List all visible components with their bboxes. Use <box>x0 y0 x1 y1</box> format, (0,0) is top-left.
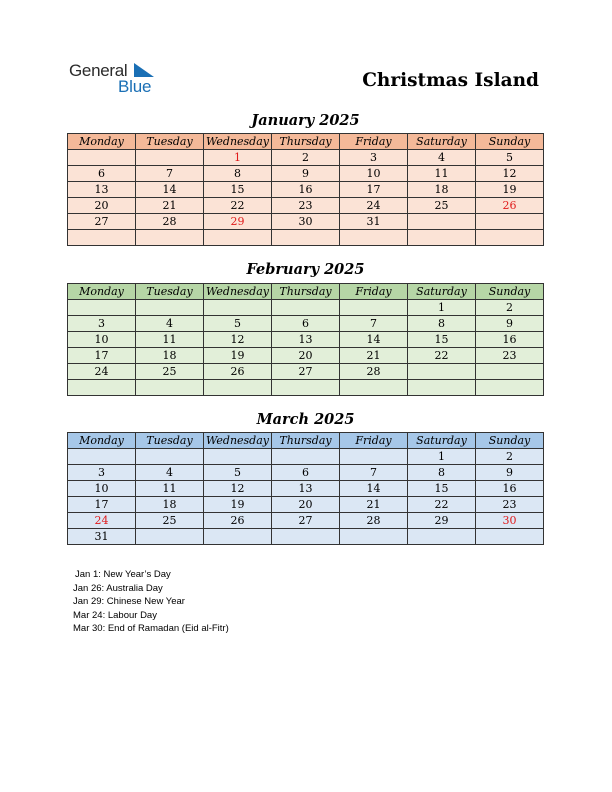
empty-day-cell <box>204 449 272 465</box>
day-cell: 25 <box>408 198 476 214</box>
empty-day-cell <box>68 150 136 166</box>
day-cell: 19 <box>476 182 544 198</box>
day-cell: 18 <box>136 348 204 364</box>
weekday-header: Monday <box>68 284 136 300</box>
day-cell: 2 <box>476 300 544 316</box>
day-cell: 9 <box>476 465 544 481</box>
holiday-note: Jan 29: Chinese New Year <box>73 596 185 607</box>
day-cell: 2 <box>272 150 340 166</box>
calendar-week-row <box>68 364 544 380</box>
day-cell: 8 <box>408 316 476 332</box>
calendar-january <box>67 133 544 246</box>
day-cell: 20 <box>272 348 340 364</box>
day-cell: 7 <box>340 465 408 481</box>
empty-day-cell <box>68 300 136 316</box>
day-cell: 19 <box>204 348 272 364</box>
weekday-header-row <box>68 284 544 300</box>
calendar-week-row <box>68 300 544 316</box>
weekday-header: Thursday <box>272 134 340 150</box>
day-cell: 26 <box>476 198 544 214</box>
day-cell: 21 <box>340 348 408 364</box>
weekday-header: Thursday <box>272 433 340 449</box>
empty-day-cell <box>408 230 476 246</box>
empty-day-cell <box>204 300 272 316</box>
month-title-march: March 2025 <box>256 411 355 428</box>
calendar-week-row <box>68 497 544 513</box>
empty-day-cell <box>340 449 408 465</box>
day-cell: 23 <box>272 198 340 214</box>
weekday-header: Sunday <box>476 134 544 150</box>
weekday-header: Tuesday <box>136 433 204 449</box>
weekday-header: Monday <box>68 433 136 449</box>
day-cell: 5 <box>204 465 272 481</box>
empty-day-cell <box>136 300 204 316</box>
day-cell: 2 <box>476 449 544 465</box>
calendar-week-row <box>68 449 544 465</box>
day-cell: 17 <box>68 348 136 364</box>
day-cell: 5 <box>476 150 544 166</box>
month-title-february: February 2025 <box>246 261 365 278</box>
day-cell: 26 <box>204 513 272 529</box>
day-cell: 13 <box>68 182 136 198</box>
day-cell: 10 <box>340 166 408 182</box>
day-cell: 1 <box>408 449 476 465</box>
calendar-week-row <box>68 348 544 364</box>
day-cell: 7 <box>340 316 408 332</box>
day-cell: 20 <box>272 497 340 513</box>
holiday-notes <box>73 568 229 636</box>
day-cell: 27 <box>272 364 340 380</box>
day-cell: 26 <box>204 364 272 380</box>
empty-day-cell <box>408 380 476 396</box>
empty-day-cell <box>204 529 272 545</box>
day-cell: 6 <box>68 166 136 182</box>
logo-text-blue: Blue <box>118 77 152 96</box>
empty-day-cell <box>68 230 136 246</box>
day-cell: 29 <box>408 513 476 529</box>
day-cell: 5 <box>204 316 272 332</box>
day-cell: 1 <box>408 300 476 316</box>
empty-day-cell <box>408 529 476 545</box>
calendar-week-row <box>68 198 544 214</box>
day-cell: 22 <box>204 198 272 214</box>
empty-day-cell <box>136 449 204 465</box>
calendar-march <box>67 432 544 545</box>
month-title-january: January 2025 <box>251 112 360 129</box>
day-cell: 10 <box>68 481 136 497</box>
calendar-week-row <box>68 150 544 166</box>
calendar-week-row <box>68 529 544 545</box>
country-title: Christmas Island <box>362 70 539 91</box>
day-cell: 27 <box>272 513 340 529</box>
day-cell: 30 <box>272 214 340 230</box>
day-cell: 17 <box>68 497 136 513</box>
day-cell: 18 <box>408 182 476 198</box>
weekday-header: Wednesday <box>204 134 272 150</box>
logo-text-general: General <box>69 61 128 80</box>
day-cell: 9 <box>272 166 340 182</box>
day-cell: 13 <box>272 332 340 348</box>
empty-day-cell <box>340 300 408 316</box>
empty-day-cell <box>408 214 476 230</box>
day-cell: 20 <box>68 198 136 214</box>
weekday-header: Friday <box>340 433 408 449</box>
day-cell: 9 <box>476 316 544 332</box>
weekday-header: Wednesday <box>204 284 272 300</box>
day-cell: 15 <box>204 182 272 198</box>
day-cell: 7 <box>136 166 204 182</box>
calendar-week-row <box>68 332 544 348</box>
weekday-header: Sunday <box>476 284 544 300</box>
calendar-week-row <box>68 513 544 529</box>
empty-day-cell <box>272 449 340 465</box>
day-cell: 28 <box>340 364 408 380</box>
holiday-note: Mar 30: End of Ramadan (Eid al-Fitr) <box>73 623 229 634</box>
holiday-note: Mar 24: Labour Day <box>73 609 157 621</box>
day-cell: 16 <box>272 182 340 198</box>
day-cell: 24 <box>340 198 408 214</box>
empty-day-cell <box>340 380 408 396</box>
weekday-header: Saturday <box>408 284 476 300</box>
generalblue-logo <box>69 61 169 97</box>
empty-day-cell <box>476 364 544 380</box>
weekday-header: Monday <box>68 134 136 150</box>
day-cell: 31 <box>340 214 408 230</box>
day-cell: 11 <box>136 481 204 497</box>
weekday-header-row <box>68 134 544 150</box>
day-cell: 11 <box>408 166 476 182</box>
day-cell: 15 <box>408 481 476 497</box>
empty-day-cell <box>476 380 544 396</box>
empty-day-cell <box>272 529 340 545</box>
weekday-header: Saturday <box>408 433 476 449</box>
calendar-week-row <box>68 380 544 396</box>
day-cell: 13 <box>272 481 340 497</box>
day-cell: 21 <box>340 497 408 513</box>
day-cell: 31 <box>68 529 136 545</box>
day-cell: 1 <box>204 150 272 166</box>
weekday-header: Friday <box>340 284 408 300</box>
day-cell: 3 <box>340 150 408 166</box>
weekday-header: Saturday <box>408 134 476 150</box>
day-cell: 16 <box>476 332 544 348</box>
weekday-header: Sunday <box>476 433 544 449</box>
day-cell: 17 <box>340 182 408 198</box>
day-cell: 25 <box>136 364 204 380</box>
weekday-header: Tuesday <box>136 134 204 150</box>
empty-day-cell <box>408 364 476 380</box>
day-cell: 14 <box>340 481 408 497</box>
empty-day-cell <box>272 380 340 396</box>
empty-day-cell <box>340 529 408 545</box>
day-cell: 28 <box>136 214 204 230</box>
empty-day-cell <box>272 300 340 316</box>
empty-day-cell <box>204 380 272 396</box>
calendar-week-row <box>68 465 544 481</box>
calendar-week-row <box>68 230 544 246</box>
empty-day-cell <box>136 529 204 545</box>
empty-day-cell <box>136 150 204 166</box>
day-cell: 23 <box>476 348 544 364</box>
empty-day-cell <box>68 380 136 396</box>
day-cell: 24 <box>68 513 136 529</box>
day-cell: 10 <box>68 332 136 348</box>
empty-day-cell <box>476 529 544 545</box>
day-cell: 14 <box>136 182 204 198</box>
empty-day-cell <box>68 449 136 465</box>
empty-day-cell <box>136 230 204 246</box>
day-cell: 30 <box>476 513 544 529</box>
calendar-week-row <box>68 182 544 198</box>
calendar-february <box>67 283 544 396</box>
day-cell: 22 <box>408 497 476 513</box>
day-cell: 4 <box>408 150 476 166</box>
calendar-week-row <box>68 481 544 497</box>
day-cell: 4 <box>136 316 204 332</box>
day-cell: 18 <box>136 497 204 513</box>
weekday-header: Friday <box>340 134 408 150</box>
day-cell: 12 <box>476 166 544 182</box>
empty-day-cell <box>476 214 544 230</box>
weekday-header: Thursday <box>272 284 340 300</box>
day-cell: 24 <box>68 364 136 380</box>
day-cell: 8 <box>408 465 476 481</box>
day-cell: 25 <box>136 513 204 529</box>
day-cell: 15 <box>408 332 476 348</box>
weekday-header: Wednesday <box>204 433 272 449</box>
day-cell: 14 <box>340 332 408 348</box>
day-cell: 16 <box>476 481 544 497</box>
holiday-note: Jan 26: Australia Day <box>73 582 163 594</box>
day-cell: 4 <box>136 465 204 481</box>
day-cell: 6 <box>272 465 340 481</box>
day-cell: 29 <box>204 214 272 230</box>
weekday-header-row <box>68 433 544 449</box>
empty-day-cell <box>476 230 544 246</box>
day-cell: 27 <box>68 214 136 230</box>
weekday-header: Tuesday <box>136 284 204 300</box>
empty-day-cell <box>136 380 204 396</box>
calendar-week-row <box>68 166 544 182</box>
logo-flag-icon <box>134 63 154 77</box>
day-cell: 11 <box>136 332 204 348</box>
day-cell: 28 <box>340 513 408 529</box>
day-cell: 22 <box>408 348 476 364</box>
day-cell: 19 <box>204 497 272 513</box>
day-cell: 12 <box>204 481 272 497</box>
empty-day-cell <box>340 230 408 246</box>
empty-day-cell <box>272 230 340 246</box>
empty-day-cell <box>204 230 272 246</box>
day-cell: 3 <box>68 316 136 332</box>
calendar-week-row <box>68 316 544 332</box>
day-cell: 21 <box>136 198 204 214</box>
day-cell: 3 <box>68 465 136 481</box>
day-cell: 8 <box>204 166 272 182</box>
day-cell: 12 <box>204 332 272 348</box>
day-cell: 23 <box>476 497 544 513</box>
holiday-note: Jan 1: New Year’s Day <box>75 569 171 580</box>
calendar-week-row <box>68 214 544 230</box>
day-cell: 6 <box>272 316 340 332</box>
